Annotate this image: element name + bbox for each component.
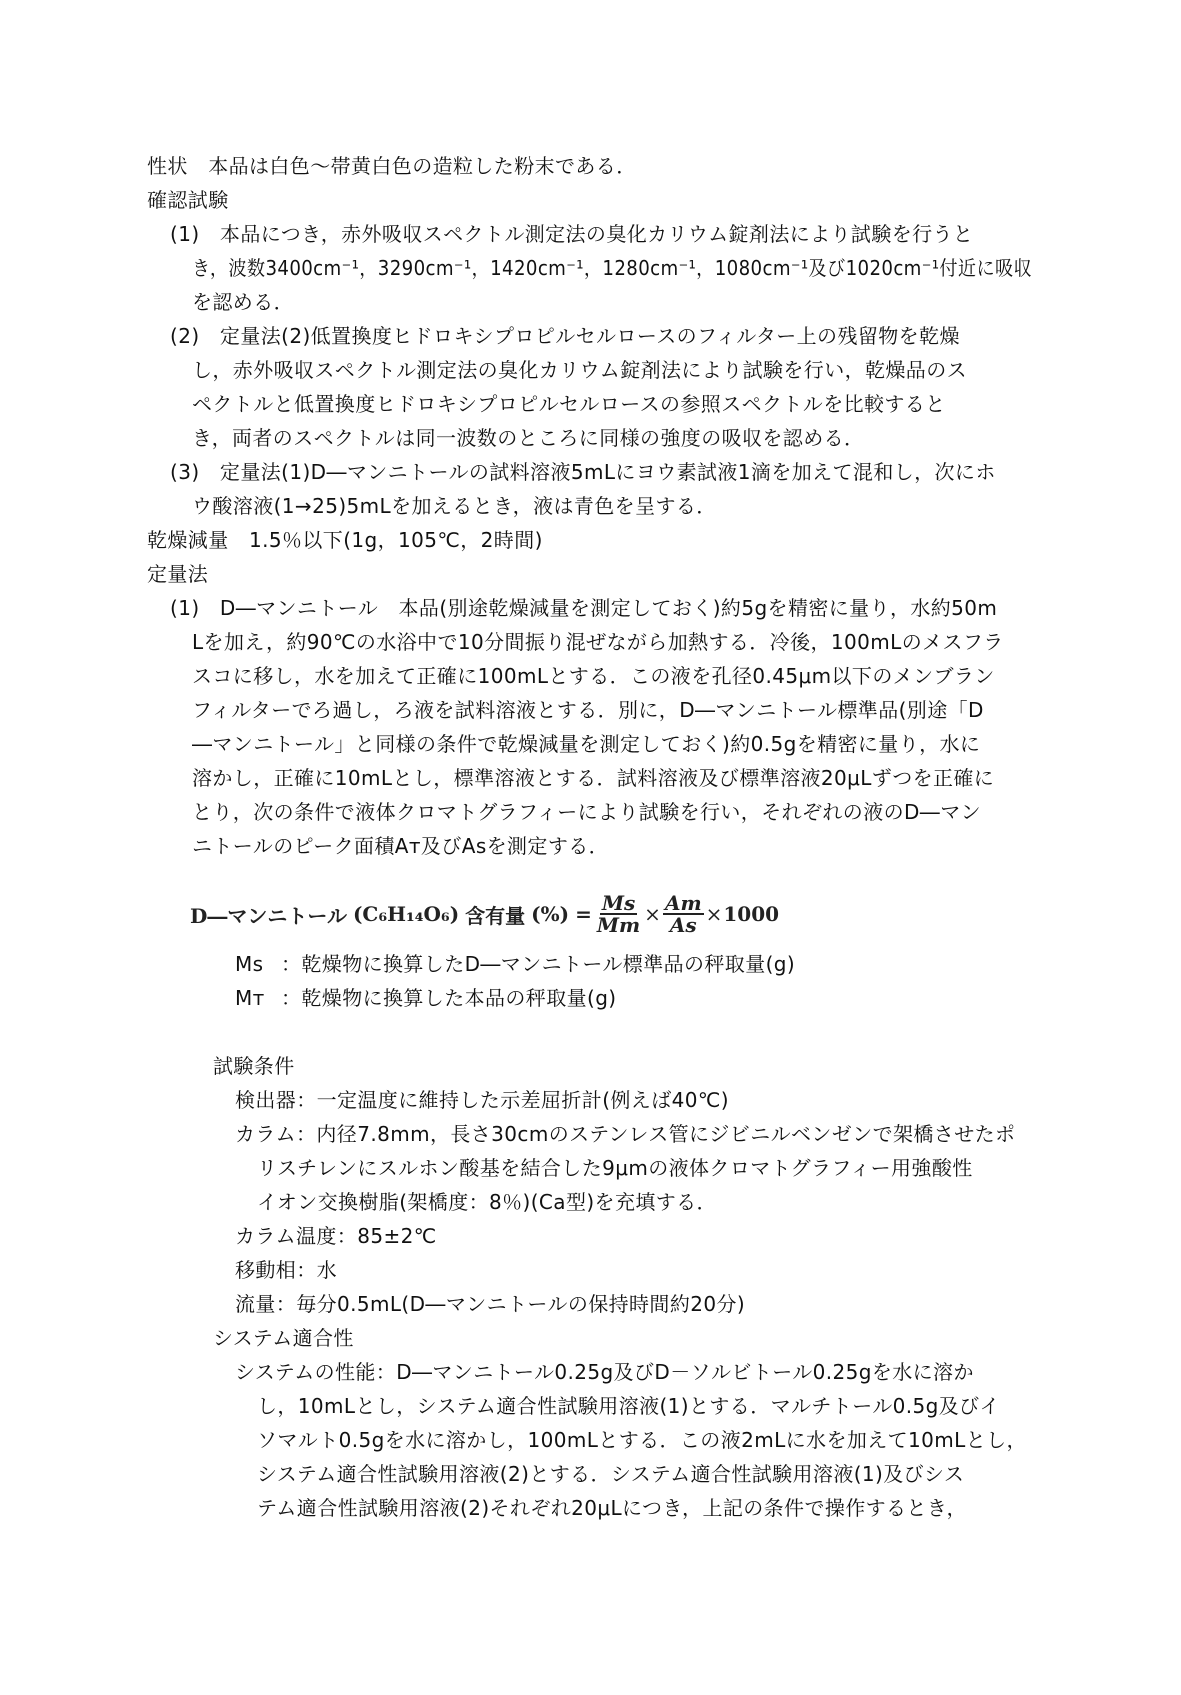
text-line: ウ酸溶液(1→25)5mLを加えるとき，液は青色を呈する． — [192, 494, 717, 518]
condition-line: システムの性能：D―マンニトール0.25g及びD－ソルビトール0.25gを水に溶か — [235, 1360, 974, 1384]
definition-line — [235, 984, 617, 1012]
text-line: き，両者のスペクトルは同一波数のところに同様の強度の吸収を認める． — [192, 426, 865, 450]
definition-line — [235, 950, 795, 978]
condition-line: システム適合性 — [213, 1326, 354, 1350]
text-line: (1) 本品につき，赤外吸収スペクトル測定法の臭化カリウム錠剤法により試験を行うと — [170, 222, 974, 246]
text-line: (3) 定量法(1)D―マンニトールの試料溶液5mLにヨウ素試液1滴を加えて混和し，次にホ — [170, 460, 996, 484]
formula-equals: = — [575, 902, 592, 926]
text-line: ―マンニトール」と同様の条件で乾燥減量を測定しておく)約0.5gを精密に量り，水に — [192, 732, 981, 756]
text-line: し，赤外吸収スペクトル測定法の臭化カリウム錠剤法により試験を行い，乾燥品のス — [192, 358, 967, 382]
times-sign: × — [705, 902, 723, 926]
text-line: ニトールのピーク面積Aᴛ及びAsを測定する． — [192, 834, 610, 858]
condition-line: 流量：毎分0.5mL(D―マンニトールの保持時間約20分) — [235, 1292, 746, 1316]
fraction-area-numerator: Aт — [664, 891, 702, 915]
text-line: スコに移し，水を加えて正確に100mLとする．この液を孔径0.45μm以下のメンブラン — [192, 664, 995, 688]
fraction-mass — [595, 893, 642, 935]
condition-line: 移動相：水 — [235, 1258, 337, 1282]
text-line: 定量法 — [147, 562, 209, 586]
symbol-label: Mт — [235, 986, 265, 1010]
condition-line: イオン交換樹脂(架橋度：8％)(Ca型)を充填する． — [257, 1190, 717, 1214]
condition-line: テム適合性試験用溶液(2)それぞれ20μLにつき，上記の条件で操作するとき， — [257, 1496, 967, 1520]
text-line: 溶かし，正確に10mLとし，標準溶液とする．試料溶液及び標準溶液20μLずつを正確に — [192, 766, 995, 790]
fraction-area — [663, 893, 704, 935]
formula-multiplier: 1000 — [723, 902, 780, 926]
text-line: き，波数3400cm⁻¹，3290cm⁻¹，1420cm⁻¹，1280cm⁻¹，1080cm⁻¹及び1020cm⁻¹付近に吸収 — [192, 256, 1033, 280]
text-line: (1) D―マンニトール 本品(別途乾燥減量を測定しておく)約5gを精密に量り，水約50m — [170, 596, 998, 620]
times-sign: × — [644, 902, 661, 926]
fraction-area-denominator: As — [669, 913, 697, 937]
formula-lhs: D―マンニトール — [190, 903, 347, 928]
condition-line: システム適合性試験用溶液(2)とする．システム適合性試験用溶液(1)及びシス — [257, 1462, 965, 1486]
text-line: Lを加え，約90℃の水浴中で10分間振り混ぜながら加熱する．冷後，100mLのメスフラ — [192, 630, 1004, 654]
text-line: 性状 本品は白色～帯黄白色の造粒した粉末である． — [147, 154, 637, 178]
assay-formula — [190, 892, 779, 936]
fraction-mass-denominator: Mт — [596, 913, 641, 937]
fraction-mass-numerator: Ms — [601, 891, 636, 915]
text-line: とり，次の条件で液体クロマトグラフィーにより試験を行い，それぞれの液のD―マン — [192, 800, 981, 824]
condition-line: リスチレンにスルホン酸基を結合した9μmの液体クロマトグラフィー用強酸性 — [257, 1156, 973, 1180]
condition-line: カラム温度：85±2℃ — [235, 1224, 437, 1248]
text-line: ペクトルと低置換度ヒドロキシプロピルセルロースの参照スペクトルを比較すると — [192, 392, 946, 416]
text-line: 確認試験 — [147, 188, 229, 212]
text-line: フィルターでろ過し，ろ液を試料溶液とする．別に，D―マンニトール標準品(別途「D — [192, 698, 984, 722]
definition-text: ：乾燥物に換算した本品の秤取量(g) — [281, 986, 617, 1010]
text-line: を認める． — [192, 290, 294, 314]
condition-line: し，10mLとし，システム適合性試験用溶液(1)とする．マルチトール0.5g及びイ — [257, 1394, 1000, 1418]
definition-text: ：乾燥物に換算したD―マンニトール標準品の秤取量(g) — [281, 952, 796, 976]
formula-unit: (%) — [531, 902, 570, 926]
formula-compound: (C₆H₁₄O₆) — [352, 902, 460, 926]
symbol-label: Ms — [235, 952, 264, 976]
formula-content-label: 含有量 — [465, 903, 526, 928]
text-line: (2) 定量法(2)低置換度ヒドロキシプロピルセルロースのフィルター上の残留物を乾燥 — [170, 324, 960, 348]
condition-line: 試験条件 — [213, 1054, 295, 1078]
condition-line: 検出器：一定温度に維持した示差屈折計(例えば40℃) — [235, 1088, 729, 1112]
condition-line: カラム：内径7.8mm，長さ30cmのステンレス管にジビニルベンゼンで架橋させたポ — [235, 1122, 1016, 1146]
condition-line: ソマルト0.5gを水に溶かし，100mLとする．この液2mLに水を加えて10mLとし， — [257, 1428, 1027, 1452]
text-line: 乾燥減量 1.5％以下(1g，105℃，2時間) — [147, 528, 543, 552]
